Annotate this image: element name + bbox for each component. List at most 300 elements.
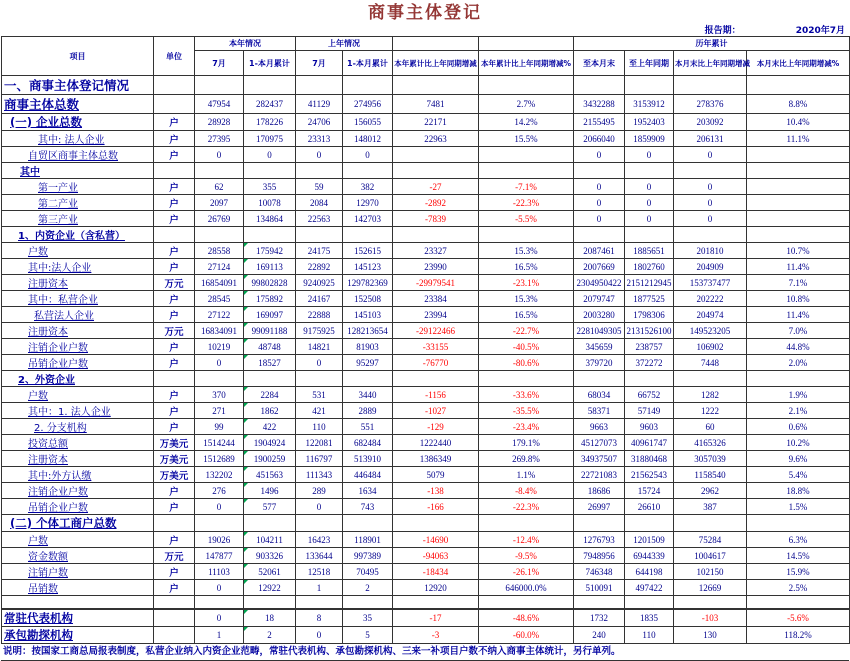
row-unit: 万美元 — [154, 451, 195, 467]
cell-value: 513910 — [343, 451, 393, 467]
row-label[interactable]: 2、外资企业 — [2, 371, 154, 387]
cell-value: 370 — [195, 387, 244, 403]
cell-value: 149523205 — [674, 323, 747, 339]
cell-value: 382 — [343, 179, 393, 195]
cell-value: 2 — [244, 626, 296, 643]
row-label[interactable]: 第三产业 — [2, 211, 154, 227]
cell-value: 22721083 — [574, 467, 625, 483]
cell-value: 5.4% — [747, 467, 850, 483]
cell-value: 1634 — [343, 483, 393, 499]
cell-value: 40961747 — [625, 435, 674, 451]
cell-value: 743 — [343, 499, 393, 515]
cell-value — [195, 596, 244, 609]
cell-value — [674, 227, 747, 243]
cell-value: 2007669 — [574, 259, 625, 275]
cell-value: 372272 — [625, 355, 674, 371]
cell-value: 1512689 — [195, 451, 244, 467]
row-unit — [154, 596, 195, 609]
cell-value: 0 — [296, 147, 343, 163]
row-label[interactable]: 其中：1. 法人企业 — [2, 403, 154, 419]
cell-value: 1.5% — [747, 499, 850, 515]
cell-value — [244, 515, 296, 532]
row-unit: 万美元 — [154, 467, 195, 483]
cell-value: 2 — [343, 580, 393, 596]
cell-value: -33.6% — [479, 387, 574, 403]
row-label[interactable]: 户数 — [2, 532, 154, 548]
cell-value: 1835 — [625, 609, 674, 627]
cell-value: 7481 — [393, 95, 479, 114]
cell-value — [393, 227, 479, 243]
row-label[interactable]: 自贸区商事主体总数 — [2, 147, 154, 163]
row-label[interactable]: 其中：私营企业 — [2, 291, 154, 307]
cell-value — [625, 515, 674, 532]
col-header-empty — [479, 37, 574, 51]
cell-value — [343, 515, 393, 532]
table-row — [2, 499, 850, 515]
cell-value: 16423 — [296, 532, 343, 548]
cell-value: 0 — [296, 499, 343, 515]
cell-value — [747, 227, 850, 243]
cell-value: -3 — [393, 626, 479, 643]
cell-value: 66752 — [625, 387, 674, 403]
cell-value: 132202 — [195, 467, 244, 483]
cell-value — [625, 76, 674, 95]
cell-value: 0 — [574, 195, 625, 211]
cell-value: 3153912 — [625, 95, 674, 114]
cell-value: 355 — [244, 179, 296, 195]
row-unit: 户 — [154, 339, 195, 355]
row-unit — [154, 163, 195, 179]
cell-value: -35.5% — [479, 403, 574, 419]
row-label[interactable]: 私营法人企业 — [2, 307, 154, 323]
col-header-to-last-year: 至上年同期 — [625, 51, 674, 76]
cell-value — [296, 596, 343, 609]
row-label[interactable]: 户数 — [2, 387, 154, 403]
cell-value: 134864 — [244, 211, 296, 227]
cell-value — [674, 76, 747, 95]
row-unit: 万美元 — [154, 435, 195, 451]
cell-value — [343, 76, 393, 95]
cell-value: 18 — [244, 609, 296, 627]
cell-value: 28928 — [195, 114, 244, 131]
cell-value: 128213654 — [343, 323, 393, 339]
cell-value: 3057039 — [674, 451, 747, 467]
row-unit: 户 — [154, 419, 195, 435]
col-header-to-month-end: 至本月末 — [574, 51, 625, 76]
cell-value: 14821 — [296, 339, 343, 355]
cell-value: 6.3% — [747, 532, 850, 548]
cell-value — [747, 515, 850, 532]
cell-value: 15.5% — [479, 131, 574, 147]
row-label[interactable]: 注销户数 — [2, 564, 154, 580]
cell-value: 7448 — [674, 355, 747, 371]
cell-value: -5.6% — [747, 609, 850, 627]
col-header-item: 项目 — [2, 37, 154, 76]
cell-value: 0 — [625, 147, 674, 163]
cell-value: 1496 — [244, 483, 296, 499]
cell-value: 16854091 — [195, 275, 244, 291]
cell-value: 52061 — [244, 564, 296, 580]
cell-value — [244, 163, 296, 179]
cell-value: 421 — [296, 403, 343, 419]
cell-value: 1877525 — [625, 291, 674, 307]
page-title: 商事主体登记 — [368, 3, 482, 23]
cell-value: 24175 — [296, 243, 343, 259]
cell-value: 2066040 — [574, 131, 625, 147]
row-label[interactable]: 其中: 法人企业 — [2, 131, 154, 147]
cell-value: 133644 — [296, 548, 343, 564]
cell-value: 1900259 — [244, 451, 296, 467]
table-row — [2, 243, 850, 259]
cell-value: 646000.0% — [479, 580, 574, 596]
cell-value: 27124 — [195, 259, 244, 275]
section-row — [2, 227, 850, 243]
cell-value — [244, 371, 296, 387]
table-row — [2, 131, 850, 147]
cell-value — [747, 179, 850, 195]
cell-value: 18686 — [574, 483, 625, 499]
cell-value: 45127073 — [574, 435, 625, 451]
section-row — [2, 371, 850, 387]
row-label[interactable]: 注册资本 — [2, 275, 154, 291]
cell-value: 997389 — [343, 548, 393, 564]
cell-value: 387 — [674, 499, 747, 515]
cell-value: 1862 — [244, 403, 296, 419]
cell-value — [479, 227, 574, 243]
cell-value: -7.1% — [479, 179, 574, 195]
cell-value — [625, 596, 674, 609]
report-period — [1, 24, 849, 36]
cell-value — [479, 76, 574, 95]
cell-value: 24706 — [296, 114, 343, 131]
cell-value: 644198 — [625, 564, 674, 580]
table-row — [2, 211, 850, 227]
table-row — [2, 609, 850, 627]
cell-value: 0 — [674, 179, 747, 195]
cell-value: 1859909 — [625, 131, 674, 147]
row-label[interactable]: 商事主体总数 — [2, 95, 154, 114]
cell-value: 531 — [296, 387, 343, 403]
row-label[interactable]: 其中:法人企业 — [2, 259, 154, 275]
cell-value: -166 — [393, 499, 479, 515]
cell-value: 271 — [195, 403, 244, 419]
cell-value — [296, 163, 343, 179]
cell-value: 9175925 — [296, 323, 343, 339]
row-unit: 户 — [154, 259, 195, 275]
cell-value — [343, 163, 393, 179]
cell-value: 451563 — [244, 467, 296, 483]
row-unit: 户 — [154, 580, 195, 596]
row-unit: 户 — [154, 147, 195, 163]
cell-value — [296, 227, 343, 243]
cell-value: 269.8% — [479, 451, 574, 467]
col-header-monthend-diff-pct: 本月末比上年同期增减% — [747, 51, 850, 76]
cell-value: 1386349 — [393, 451, 479, 467]
table-row — [2, 323, 850, 339]
cell-value: 11.4% — [747, 307, 850, 323]
cell-value: -22.3% — [479, 195, 574, 211]
cell-value: -14690 — [393, 532, 479, 548]
row-label[interactable]: 吊销数 — [2, 580, 154, 596]
cell-value: 22171 — [393, 114, 479, 131]
col-header-month-last: 7月 — [296, 51, 343, 76]
cell-value: -2892 — [393, 195, 479, 211]
cell-value: 2087461 — [574, 243, 625, 259]
cell-value: -23.4% — [479, 419, 574, 435]
cell-value — [747, 163, 850, 179]
cell-value: 12669 — [674, 580, 747, 596]
cell-value: 110 — [625, 626, 674, 643]
col-header-cum-last: 1-本月累计 — [343, 51, 393, 76]
cell-value: 8.8% — [747, 95, 850, 114]
cell-value: 0 — [296, 355, 343, 371]
cell-value: 23990 — [393, 259, 479, 275]
row-label[interactable]: 注册资本 — [2, 323, 154, 339]
cell-value: 1004617 — [674, 548, 747, 564]
table-row — [2, 483, 850, 499]
cell-value: 1.1% — [479, 467, 574, 483]
row-label[interactable]: 其中 — [2, 163, 154, 179]
row-label[interactable]: 其中:外方认缴 — [2, 467, 154, 483]
row-label[interactable]: 户数 — [2, 243, 154, 259]
row-unit: 户 — [154, 564, 195, 580]
cell-value: 22888 — [296, 307, 343, 323]
row-label[interactable]: 承包勘探机构 — [2, 626, 154, 643]
row-label[interactable]: (二) 个体工商户总数 — [2, 515, 154, 532]
cell-value: 118901 — [343, 532, 393, 548]
cell-value — [195, 76, 244, 95]
row-label[interactable]: 投资总额 — [2, 435, 154, 451]
cell-value: 1904924 — [244, 435, 296, 451]
cell-value: 23313 — [296, 131, 343, 147]
cell-value: 8 — [296, 609, 343, 627]
cell-value — [393, 371, 479, 387]
cell-value — [625, 227, 674, 243]
cell-value: 4165326 — [674, 435, 747, 451]
cell-value: 204909 — [674, 259, 747, 275]
section-row — [2, 163, 850, 179]
row-label[interactable]: 第一产业 — [2, 179, 154, 195]
row-label[interactable]: 注销企业户数 — [2, 483, 154, 499]
cell-value: 551 — [343, 419, 393, 435]
cell-value: 153737477 — [674, 275, 747, 291]
cell-value — [674, 163, 747, 179]
cell-value — [674, 371, 747, 387]
row-unit: 户 — [154, 483, 195, 499]
row-unit: 户 — [154, 355, 195, 371]
row-unit — [154, 626, 195, 643]
cell-value: 1 — [296, 580, 343, 596]
cell-value: 130 — [674, 626, 747, 643]
col-header-yoy-diff: 本年累计比上年同期增减 — [393, 51, 479, 76]
row-label[interactable]: 常驻代表机构 — [2, 609, 154, 627]
cell-value: 169113 — [244, 259, 296, 275]
table-row — [2, 114, 850, 131]
cell-value: 68034 — [574, 387, 625, 403]
table-row — [2, 291, 850, 307]
cell-value: 497422 — [625, 580, 674, 596]
cell-value: 2304950422 — [574, 275, 625, 291]
cell-value: 3432288 — [574, 95, 625, 114]
cell-value: 2079747 — [574, 291, 625, 307]
cell-value: 202222 — [674, 291, 747, 307]
cell-value: -103 — [674, 609, 747, 627]
row-unit: 户 — [154, 195, 195, 211]
cell-value: 175942 — [244, 243, 296, 259]
cell-value: 14.5% — [747, 548, 850, 564]
cell-value: 75284 — [674, 532, 747, 548]
cell-value: 2131526100 — [625, 323, 674, 339]
cell-value: 2151212945 — [625, 275, 674, 291]
row-unit — [154, 515, 195, 532]
cell-value — [195, 163, 244, 179]
cell-value: 274956 — [343, 95, 393, 114]
cell-value: 1276793 — [574, 532, 625, 548]
table-row — [2, 564, 850, 580]
cell-value: 70495 — [343, 564, 393, 580]
cell-value: 0 — [674, 195, 747, 211]
cell-value — [574, 371, 625, 387]
cell-value: 2155495 — [574, 114, 625, 131]
row-label[interactable]: 1、内资企业（含私营） — [2, 227, 154, 243]
col-header-empty — [393, 37, 479, 51]
cell-value: 152508 — [343, 291, 393, 307]
cell-value: -26.1% — [479, 564, 574, 580]
section-row — [2, 596, 850, 609]
table-row — [2, 275, 850, 291]
row-label[interactable]: 注册资本 — [2, 451, 154, 467]
row-unit: 户 — [154, 403, 195, 419]
row-label[interactable]: 2. 分支机构 — [2, 419, 154, 435]
cell-value: 9.6% — [747, 451, 850, 467]
cell-value: -1027 — [393, 403, 479, 419]
cell-value: -29979541 — [393, 275, 479, 291]
row-label[interactable]: 注销企业户数 — [2, 339, 154, 355]
cell-value: 0 — [195, 609, 244, 627]
cell-value: 446484 — [343, 467, 393, 483]
cell-value: 118.2% — [747, 626, 850, 643]
row-label[interactable]: 吊销企业户数 — [2, 499, 154, 515]
col-header-month-this: 7月 — [195, 51, 244, 76]
cell-value: 95297 — [343, 355, 393, 371]
cell-value: 1952403 — [625, 114, 674, 131]
table-row — [2, 626, 850, 643]
row-label[interactable]: (一) 企业总数 — [2, 114, 154, 131]
cell-value: 23384 — [393, 291, 479, 307]
cell-value: 1732 — [574, 609, 625, 627]
cell-value — [574, 163, 625, 179]
table-row — [2, 307, 850, 323]
col-group-alltime: 历年累计 — [574, 37, 850, 51]
cell-value: 41129 — [296, 95, 343, 114]
cell-value — [574, 227, 625, 243]
cell-value — [479, 515, 574, 532]
cell-value — [747, 596, 850, 609]
cell-value: 2281049305 — [574, 323, 625, 339]
cell-value: 148012 — [343, 131, 393, 147]
cell-value: 7.0% — [747, 323, 850, 339]
cell-value: 22563 — [296, 211, 343, 227]
cell-value: 2.0% — [747, 355, 850, 371]
cell-value: 204974 — [674, 307, 747, 323]
cell-value: 1885651 — [625, 243, 674, 259]
col-header-cum-this: 1-本月累计 — [244, 51, 296, 76]
cell-value — [393, 147, 479, 163]
row-label[interactable]: 吊销企业户数 — [2, 355, 154, 371]
cell-value: 2097 — [195, 195, 244, 211]
table-row — [2, 451, 850, 467]
cell-value: 21562543 — [625, 467, 674, 483]
cell-value: 145123 — [343, 259, 393, 275]
section-row — [2, 515, 850, 532]
cell-value: 16.5% — [479, 259, 574, 275]
cell-value: 746348 — [574, 564, 625, 580]
cell-value: -18434 — [393, 564, 479, 580]
cell-value: 6944339 — [625, 548, 674, 564]
col-group-this-year: 本年情况 — [195, 37, 296, 51]
cell-value — [195, 227, 244, 243]
row-label: 一、商事主体登记情况 — [2, 76, 154, 95]
cell-value: 10.7% — [747, 243, 850, 259]
row-label[interactable]: 资金数额 — [2, 548, 154, 564]
cell-value — [296, 371, 343, 387]
report-period-label: 报告期： — [704, 26, 741, 36]
cell-value: -7839 — [393, 211, 479, 227]
section-row — [2, 76, 850, 95]
row-unit: 户 — [154, 499, 195, 515]
cell-value: 0 — [195, 355, 244, 371]
cell-value: 9663 — [574, 419, 625, 435]
cell-value: 11.1% — [747, 131, 850, 147]
cell-value: 28545 — [195, 291, 244, 307]
cell-value: 10.4% — [747, 114, 850, 131]
cell-value: 169097 — [244, 307, 296, 323]
cell-value: 22892 — [296, 259, 343, 275]
table-row — [2, 387, 850, 403]
cell-value: 145103 — [343, 307, 393, 323]
row-unit: 万元 — [154, 275, 195, 291]
cell-value: 5079 — [393, 467, 479, 483]
cell-value: 102150 — [674, 564, 747, 580]
cell-value — [747, 147, 850, 163]
cell-value — [195, 371, 244, 387]
cell-value — [343, 596, 393, 609]
cell-value: 47954 — [195, 95, 244, 114]
row-unit — [154, 227, 195, 243]
cell-value: 0 — [625, 211, 674, 227]
cell-value: 0 — [574, 211, 625, 227]
cell-value: 201810 — [674, 243, 747, 259]
cell-value: 15.3% — [479, 291, 574, 307]
cell-value: 44.8% — [747, 339, 850, 355]
cell-value: 3440 — [343, 387, 393, 403]
cell-value: 1222440 — [393, 435, 479, 451]
cell-value: 99802828 — [244, 275, 296, 291]
cell-value: 12922 — [244, 580, 296, 596]
cell-value: 12518 — [296, 564, 343, 580]
cell-value: 31880468 — [625, 451, 674, 467]
cell-value: 0 — [244, 147, 296, 163]
row-label[interactable]: 第二产业 — [2, 195, 154, 211]
cell-value: 5 — [343, 626, 393, 643]
cell-value: 682484 — [343, 435, 393, 451]
table-row — [2, 259, 850, 275]
table-row — [2, 339, 850, 355]
cell-value: -17 — [393, 609, 479, 627]
cell-value — [479, 596, 574, 609]
report-period-value: 2020年7月 — [795, 26, 845, 36]
cell-value: 1.9% — [747, 387, 850, 403]
